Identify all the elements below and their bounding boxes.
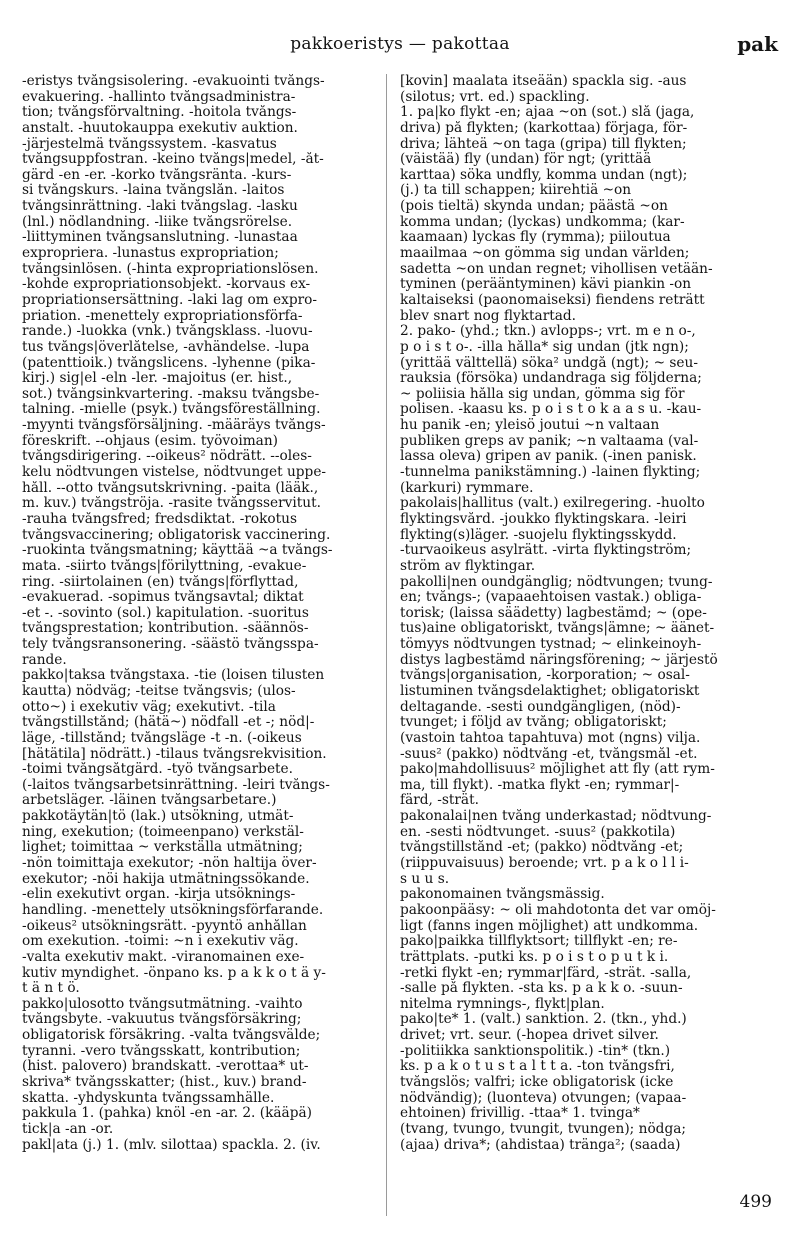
- text-line: si tvångskurs. -laina tvångslån. -laitos: [22, 183, 285, 199]
- text-line: tyranni. -vero tvångsskatt, kontribution;: [22, 1043, 301, 1059]
- text-line: (väistää) fly (undan) för ngt; (yrittää: [400, 152, 652, 168]
- page-number: 499: [739, 1192, 772, 1212]
- text-line: arbetsläger. -läinen tvångsarbetare.): [22, 793, 277, 809]
- text-line: -et -. -sovinto (sol.) kapitulation. -suoritus: [22, 605, 309, 621]
- text-line: ehtoinen) frivillig. -ttaa* 1. tvinga*: [400, 1106, 640, 1122]
- text-line: pakonomainen tvångsmässig.: [400, 887, 605, 903]
- text-line: -toimi tvångsåtgärd. -työ tvångsarbete.: [22, 762, 293, 778]
- text-line: (hist. palovero) brandskatt. -verottaa* ut-: [22, 1059, 309, 1075]
- text-line: priation. -menettely expropriationsförfa-: [22, 308, 303, 324]
- text-line: (tvang, tvungo, tvungit, tvungen); nödga;: [400, 1121, 686, 1137]
- text-line: pakko|ulosotto tvångsutmätning. -vaihto: [22, 996, 303, 1012]
- text-line: tvångslös; valfri; icke obligatorisk (icke: [400, 1075, 674, 1090]
- text-line: exekutor; -nöi hakija utmätningssökande.: [22, 871, 310, 887]
- text-line: tion; tvångsförvaltning. -hoitola tvångs-: [22, 105, 297, 121]
- text-line: tvångsinrättning. -laki tvångslag. -lasku: [22, 199, 298, 215]
- text-line: flyktingsvård. -joukko flyktingskara. -leiri: [400, 511, 687, 527]
- text-line: tick|a -an -or.: [22, 1121, 114, 1137]
- text-line: -myynti tvångsförsäljning. -määräys tvångs-: [22, 418, 326, 434]
- text-line: -tunnelma panikstämning.) -lainen flykting;: [400, 465, 701, 481]
- text-line: s u u s.: [400, 871, 450, 887]
- text-line: distys lagbestämd näringsförening; ~ järjestö: [400, 652, 718, 668]
- text-line: -oikeus² utsökningsrätt. -pyyntö anhållan: [22, 918, 307, 934]
- text-line: lighet; toimittaa ~ verkställa utmätning;: [22, 840, 303, 856]
- text-line: ks. p a k o t u s t a l t t a. -ton tvångsfri,: [400, 1059, 675, 1075]
- text-line: -nön toimittaja exekutor; -nön haltija över-: [22, 856, 317, 872]
- text-line: tvångsbyte. -vakuutus tvångsförsäkring;: [22, 1012, 302, 1028]
- text-line: tvångstillstånd; (hätä~) nödfall -et -; nöd|-: [22, 715, 315, 731]
- text-line: en. -sesti nödtvunget. -suus² (pakkotila): [400, 824, 676, 840]
- text-line: pakl|ata (j.) 1. (mlv. silottaa) spackla. 2. (iv.: [22, 1137, 321, 1153]
- text-line: -eristys tvångsisolering. -evakuointi tvångs-: [22, 74, 325, 89]
- text-line: otto~) i exekutiv väg; exekutivt. -tila: [22, 699, 276, 715]
- text-line: föreskrift. --ohjaus (esim. työvoiman): [22, 433, 278, 449]
- text-line: tvångs|organisation, -korporation; ~ osal-: [400, 668, 690, 684]
- text-line: (yrittää välttellä) söka² undgå (ngt); ~ seu-: [400, 355, 698, 371]
- text-line: -ruokinta tvångsmatning; käyttää ~a tvångs-: [22, 543, 333, 559]
- text-line: -evakuerad. -sopimus tvångsavtal; diktat: [22, 590, 304, 606]
- text-line: anstalt. -huutokauppa exekutiv auktion.: [22, 120, 298, 136]
- text-line: -valta exekutiv makt. -viranomainen exe-: [22, 949, 305, 965]
- text-line: -elin exekutivt organ. -kirja utsöknings-: [22, 887, 296, 903]
- text-line: om exekution. -toimi: ~n i exekutiv väg.: [22, 934, 299, 950]
- text-line: tvångsvaccinering; obligatorisk vaccinering.: [22, 527, 331, 543]
- text-line: deltagande. -sesti oundgängligen, (nöd)-: [400, 699, 681, 715]
- text-line: ma, till flykt). -matka flykt -en; rymmar|-: [400, 777, 680, 793]
- text-line: färd, -strät.: [400, 793, 479, 809]
- text-line: kirj.) sig|el -eln -ler. -majoitus (er. hist.,: [22, 371, 293, 387]
- text-line: -retki flykt -en; rymmar|färd, -strät. -salla,: [400, 965, 692, 981]
- text-line: tus tvångs|överlåtelse, -avhändelse. -lupa: [22, 339, 310, 355]
- text-line: nitelma rymnings-, flykt|plan.: [400, 996, 605, 1012]
- text-line: pakkotäytän|tö (lak.) utsökning, utmät-: [22, 809, 294, 825]
- text-line: tvångsprestation; kontribution. -säännös-: [22, 621, 309, 637]
- text-line: obligatorisk försäkring. -valta tvångsvälde;: [22, 1028, 321, 1044]
- text-line: (karkuri) rymmare.: [400, 480, 534, 496]
- text-line: pakko|taksa tvångstaxa. -tie (loisen tilusten: [22, 668, 325, 684]
- text-line: torisk; (laissa säädetty) lagbestämd; ~ (ope-: [400, 605, 707, 621]
- text-line: rande.) -luokka (vnk.) tvångsklass. -luovu-: [22, 324, 313, 340]
- text-line: håll. --otto tvångsutskrivning. -paita (lääk.,: [22, 480, 319, 496]
- text-line: 1. pa|ko flykt -en; ajaa ~on (sot.) slå (jaga,: [400, 105, 695, 121]
- text-line: (ajaa) driva*; (ahdistaa) tränga²; (saada): [400, 1137, 681, 1153]
- left-column: [22, 74, 372, 1153]
- text-line: rauksia (försöka) undandraga sig följderna;: [400, 371, 702, 387]
- text-line: tus)aine obligatoriskt, tvångs|ämne; ~ äänet-: [400, 621, 715, 637]
- text-line: (-laitos tvångsarbetsinrättning. -leiri tvångs-: [22, 777, 330, 793]
- text-line: tvångsdirigering. --oikeus² nödrätt. --oles-: [22, 449, 312, 465]
- text-line: pakolli|nen oundgänglig; nödtvungen; tvung-: [400, 574, 713, 590]
- text-line: pakolais|hallitus (valt.) exilregering. -huolto: [400, 496, 705, 512]
- text-line: ström av flyktingar.: [400, 558, 536, 574]
- text-line: ligt (fanns ingen möjlighet) att undkomma.: [400, 918, 699, 934]
- text-line: kaamaan) lyckas fly (rymma); piiloutua: [400, 230, 671, 246]
- text-line: pakkula 1. (pahka) knöl -en -ar. 2. (kääpä): [22, 1106, 312, 1122]
- text-line: ~ poliisia hålla sig undan, gömma sig för: [400, 386, 685, 402]
- text-line: tvångsinlösen. (-hinta expropriationslösen.: [22, 261, 319, 277]
- text-line: -rauha tvångsfred; fredsdiktat. -rokotus: [22, 511, 297, 527]
- text-line: -salle på flykten. -sta ks. p a k k o. -suun-: [400, 981, 683, 997]
- text-line: (j.) ta till schappen; kiirehtiä ~on: [400, 183, 632, 199]
- text-line: trättplats. -putki ks. p o i s t o p u t k i.: [400, 949, 669, 965]
- text-line: sot.) tvångsinkvartering. -maksu tvångsbe-: [22, 386, 320, 402]
- text-line: ning, exekution; (toimeenpano) verkstäl-: [22, 824, 304, 840]
- text-line: skriva* tvångsskatter; (hist., kuv.) brand-: [22, 1075, 307, 1090]
- text-line: mata. -siirto tvångs|förilyttning, -evakue-: [22, 558, 307, 574]
- page-title: pakkoeristys — pakottaa: [290, 34, 510, 54]
- text-line: tvunget; i följd av tvång; obligatoriskt;: [400, 715, 667, 731]
- text-line: t ä n t ö.: [22, 981, 80, 997]
- text-line: (vastoin tahtoa tapahtuva) mot (ngns) vilja.: [400, 730, 701, 746]
- text-line: kaltaiseksi (paonomaiseksi) fiendens reträtt: [400, 292, 705, 308]
- text-line: handling. -menettely utsökningsförfarande.: [22, 902, 324, 918]
- right-column: [400, 74, 774, 1153]
- text-line: expropriera. -lunastus expropriation;: [22, 246, 279, 262]
- text-line: evakuering. -hallinto tvångsadministra-: [22, 89, 296, 105]
- text-line: pako|te* 1. (valt.) sanktion. 2. (tkn., yhd.): [400, 1012, 687, 1028]
- text-line: listuminen tvångsdelaktighet; obligatoriskt: [400, 683, 700, 699]
- text-line: tvångsuppfostran. -keino tvångs|medel, -åt-: [22, 152, 324, 168]
- text-line: 2. pako- (yhd.; tkn.) avlopps-; vrt. m e n o-,: [400, 324, 696, 340]
- text-line: -kohde expropriationsobjekt. -korvaus ex-: [22, 277, 311, 293]
- text-line: (lnl.) nödlandning. -liike tvångsrörelse.: [22, 214, 293, 230]
- text-line: m. kuv.) tvångströja. -rasite tvångsservitut.: [22, 496, 321, 512]
- text-line: blev snart nog flyktartad.: [400, 308, 577, 324]
- text-line: (patenttioik.) tvångslicens. -lyhenne (pika-: [22, 355, 316, 371]
- text-line: pakonalai|nen tvång underkastad; nödtvung-: [400, 809, 712, 825]
- guide-word: pak: [737, 32, 778, 56]
- text-line: maailmaa ~on gömma sig undan världen;: [400, 246, 690, 262]
- text-line: -turvaoikeus asylrätt. -virta flyktingström;: [400, 543, 692, 559]
- text-line: (silotus; vrt. ed.) spackling.: [400, 89, 590, 105]
- text-line: komma undan; (lyckas) undkomma; (kar-: [400, 214, 685, 230]
- text-line: tely tvångsransonering. -säästö tvångsspa-: [22, 637, 319, 653]
- text-line: nödvändig); (luonteva) otvungen; (vapaa-: [400, 1090, 687, 1106]
- text-line: sadetta ~on undan regnet; vihollisen vetään-: [400, 261, 713, 277]
- text-line: talning. -mielle (psyk.) tvångsföreställning.: [22, 402, 321, 418]
- text-line: -järjestelmä tvångssystem. -kasvatus: [22, 136, 277, 152]
- text-line: driva) på flykten; (karkottaa) förjaga, för-: [400, 120, 688, 136]
- column-divider: [386, 74, 387, 1216]
- text-line: pakoonpääsy: ~ oli mahdotonta det var omöj-: [400, 902, 716, 918]
- text-line: propriationsersättning. -laki lag om expro-: [22, 292, 318, 308]
- text-line: tyminen (perääntyminen) kävi piankin -on: [400, 277, 692, 293]
- text-line: -politiikka sanktionspolitik.) -tin* (tkn.): [400, 1043, 671, 1059]
- text-line: kautta) nödväg; -teitse tvångsvis; (ulos-: [22, 683, 296, 699]
- text-line: drivet; vrt. seur. (-hopea drivet silver.: [400, 1028, 659, 1044]
- running-header: [0, 34, 800, 64]
- text-line: lassa oleva) gripen av panik. (-inen panisk.: [400, 449, 697, 465]
- text-line: -liittyminen tvångsanslutning. -lunastaa: [22, 230, 298, 246]
- text-line: kelu nödtvungen vistelse, nödtvunget uppe-: [22, 465, 327, 481]
- text-line: flykting(s)läger. -suojelu flyktingsskydd.: [400, 527, 677, 543]
- text-line: en; tvångs-; (vapaaehtoisen vastak.) obliga-: [400, 590, 702, 606]
- text-line: [hätätila] nödrätt.) -tilaus tvångsrekvisition.: [22, 746, 327, 762]
- text-line: p o i s t o-. -illa hålla* sig undan (jtk ngn);: [400, 339, 689, 355]
- text-line: (pois tieltä) skynda undan; päästä ~on: [400, 199, 668, 215]
- text-line: tvångstillstånd -et; (pakko) nödtvång -et;: [400, 840, 684, 856]
- text-line: tömyys nödtvungen tystnad; ~ elinkeinoyh-: [400, 637, 702, 653]
- text-line: -suus² (pakko) nödtvång -et, tvångsmål -et.: [400, 746, 698, 762]
- text-line: hu panik -en; yleisö joutui ~n valtaan: [400, 418, 660, 434]
- text-line: driva; lähteä ~on taga (gripa) till flykten;: [400, 136, 687, 152]
- text-line: gärd -en -er. -korko tvångsränta. -kurs-: [22, 167, 292, 183]
- text-line: kutiv myndighet. -önpano ks. p a k k o t ä y-: [22, 965, 326, 981]
- text-line: läge, -tillstånd; tvångsläge -t -n. (-oikeus: [22, 730, 302, 746]
- text-line: karttaa) söka undfly, komma undan (ngt);: [400, 167, 688, 183]
- text-line: rande.: [22, 652, 67, 668]
- text-line: polisen. -kaasu ks. p o i s t o k a a s u. -kau-: [400, 402, 702, 418]
- text-line: skatta. -yhdyskunta tvångssamhälle.: [22, 1090, 275, 1106]
- text-line: pako|mahdollisuus² möjlighet att fly (att rym-: [400, 762, 715, 778]
- text-line: [kovin] maalata itseään) spackla sig. -aus: [400, 74, 687, 89]
- text-line: (riippuvaisuus) beroende; vrt. p a k o l l i-: [400, 856, 689, 872]
- text-line: pako|paikka tillflyktsort; tillflykt -en; re-: [400, 934, 678, 950]
- text-line: ring. -siirtolainen (en) tvångs|förflyttad,: [22, 574, 299, 590]
- text-line: publiken greps av panik; ~n valtaama (val-: [400, 433, 699, 449]
